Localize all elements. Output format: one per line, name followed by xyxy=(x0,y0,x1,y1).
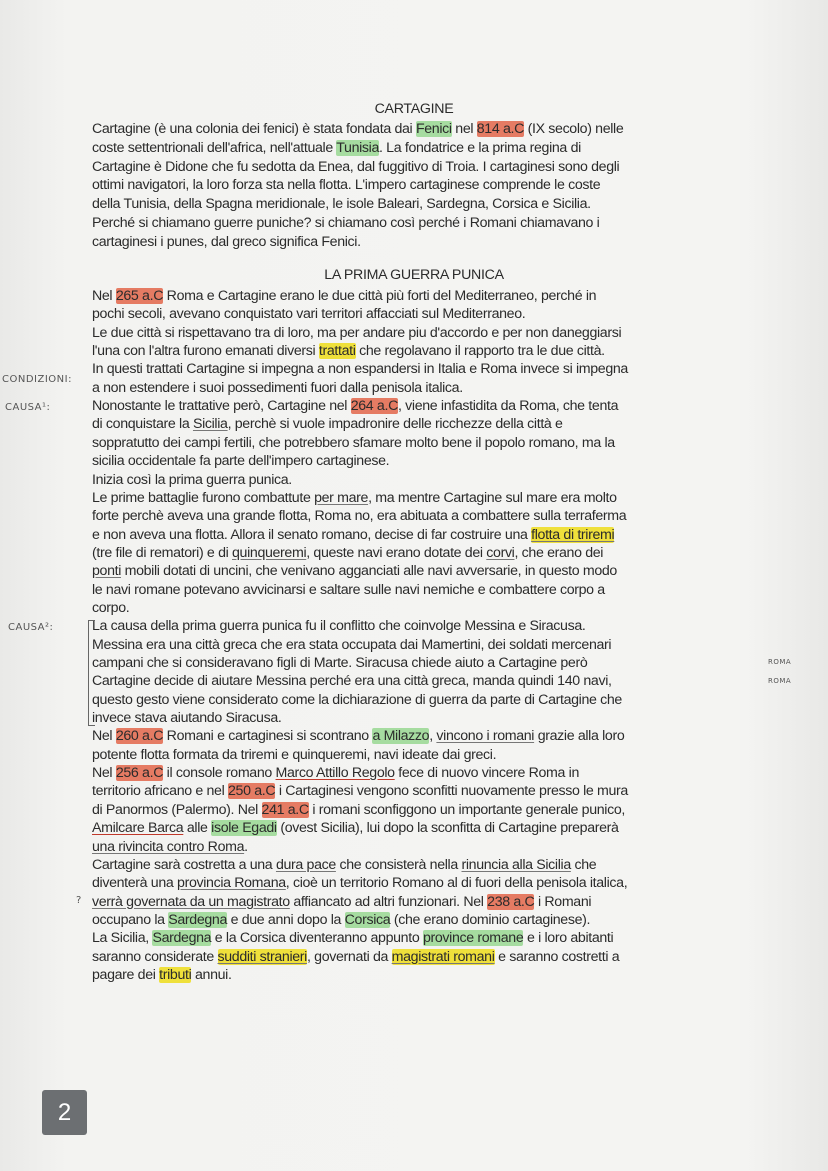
underlined-text: Marco Attillo Regolo xyxy=(275,765,395,782)
text-segment: Cartagine (è una colonia dei fenici) è stata fondata dai xyxy=(92,121,416,137)
underlined-text: rinuncia alla Sicilia xyxy=(461,856,571,873)
text-segment: pagare dei xyxy=(92,966,160,983)
text-line xyxy=(92,214,599,232)
text-line xyxy=(92,120,623,138)
highlighted-text: Fenici xyxy=(415,121,452,137)
text-line xyxy=(92,544,603,562)
text-line xyxy=(92,654,587,672)
margin-note-question: ? xyxy=(76,895,82,906)
text-segment: , queste navi erano dotate dei xyxy=(306,544,487,561)
text-segment: diventerà una xyxy=(92,875,178,892)
text-segment: (tre file di rematori) e di xyxy=(92,544,233,561)
text-line xyxy=(92,838,248,856)
underlined-text: per mare xyxy=(314,489,369,506)
text-line xyxy=(92,195,591,213)
text-segment: Nel xyxy=(92,728,116,745)
text-segment: a non estendere i suoi possedimenti fuori dalla penisola italica. xyxy=(92,379,463,396)
text-line xyxy=(92,434,615,452)
highlighted-text: 814 a.C xyxy=(476,121,525,137)
text-segment: , che erano dei xyxy=(514,544,604,561)
text-segment: Romani e cartaginesi si scontrano xyxy=(163,728,373,745)
text-segment: , viene infastidita da Roma, che tenta xyxy=(397,398,619,415)
text-segment: i Cartaginesi vengono sconfitti nuovamente presso le mura xyxy=(275,783,628,800)
text-line xyxy=(92,948,619,966)
text-line xyxy=(92,966,232,984)
text-segment: , cioè un territorio Romano al di fuori della penisola italica, xyxy=(285,875,628,892)
underlined-text: verrà governata da un magistrato xyxy=(92,893,290,910)
underlined-text: provincia Romana xyxy=(177,875,286,892)
text-line xyxy=(92,874,627,892)
text-line xyxy=(92,929,613,947)
text-segment: grazie alla loro xyxy=(534,728,625,745)
text-line xyxy=(92,764,579,782)
text-line xyxy=(92,856,596,874)
text-line xyxy=(92,379,463,397)
text-line xyxy=(92,562,617,580)
text-segment: e i loro abitanti xyxy=(523,930,614,947)
highlighted-text: 265 a.C xyxy=(115,288,164,304)
text-line xyxy=(92,471,292,489)
underlined-text: quinqueremi xyxy=(232,544,307,561)
text-segment: e due anni dopo la xyxy=(227,911,345,928)
highlighted-text: sudditi stranieri xyxy=(217,948,307,965)
document-title: CARTAGINE xyxy=(374,101,454,117)
text-segment: occupano la xyxy=(92,911,169,928)
text-segment: coste settentrionali dell'africa, nell'attuale xyxy=(92,139,337,156)
highlighted-text: Sardegna xyxy=(168,911,227,928)
highlighted-text: trattati xyxy=(318,343,356,360)
text-segment: campani che si consideravano figli di Marte. Siracusa chiede aiuto a Cartagine però xyxy=(92,655,588,671)
highlighted-text: isole Egadi xyxy=(211,820,277,837)
text-segment: Cartagine decide di aiutare Messina perché era una città greca, manda quindi 140 navi, xyxy=(92,673,612,690)
text-segment: Cartagine è Didone che fu sedotta da Enea, dal fuggitivo di Troia. I cartaginesi sono degli xyxy=(92,158,620,175)
text-segment: affiancato ad altri funzionari. Nel xyxy=(289,893,488,910)
text-segment: annui. xyxy=(191,966,232,983)
text-line xyxy=(92,489,617,507)
text-segment: , governati da xyxy=(306,948,392,965)
text-segment: pochi secoli, avevano conquistato vari territori affacciati sul Mediterraneo. xyxy=(92,306,526,323)
text-segment: saranno considerate xyxy=(92,948,218,965)
text-line xyxy=(92,526,614,544)
text-line xyxy=(92,360,628,378)
text-segment: cartaginesi i punes, dal greco significa Fenici. xyxy=(92,233,361,250)
text-segment: le navi romane potevano avvicinarsi e saltare sulle navi nemiche e combattere corpo a xyxy=(92,581,605,598)
text-segment: In questi trattati Cartagine si impegna a non espandersi in Italia e Roma invece si impegna xyxy=(92,361,628,378)
text-segment: fece di nuovo vincere Roma in xyxy=(394,765,579,782)
highlighted-text: Sardegna xyxy=(152,930,212,947)
text-segment: (che erano dominio cartaginese). xyxy=(390,911,591,928)
margin-note-roma: ROMA xyxy=(768,658,792,666)
text-segment: e non aveva una flotta. Allora il senato romano, decise di far costruire una xyxy=(92,526,532,543)
text-segment: Nel xyxy=(92,765,116,782)
text-segment: invece stava aiutando Siracusa. xyxy=(92,710,282,727)
text-segment: forte perchè aveva una grande flotta, Roma no, era abituata a combattere sulla terraferma xyxy=(92,508,627,525)
text-line xyxy=(92,893,591,911)
text-segment: corpo. xyxy=(92,599,130,616)
text-segment: soppratutto dei campi fertili, che potrebbero sfamare molto bene il popolo romano, ma la xyxy=(92,434,615,451)
underlined-text: una rivincita contro Roma xyxy=(92,838,245,855)
text-segment: , perchè si vuole impadronire delle ricchezze della città e xyxy=(227,416,563,433)
section-title: LA PRIMA GUERRA PUNICA xyxy=(324,267,504,283)
highlighted-text: Corsica xyxy=(344,911,391,928)
underlined-text: corvi xyxy=(486,544,515,561)
underlined-text: dura pace xyxy=(275,856,336,873)
margin-note-causa1: CAUSA¹: xyxy=(5,402,51,413)
text-segment: territorio africano e nel xyxy=(92,783,228,800)
highlighted-text: 260 a.C xyxy=(115,728,164,745)
text-segment: ottimi navigatori, la loro forza sta nella flotta. L'impero cartaginese comprende le coste xyxy=(92,177,601,194)
text-segment: La causa della prima guerra punica fu il conflitto che coinvolge Messina e Siracusa. xyxy=(92,618,586,635)
text-segment: sicilia occidentale fa parte dell'impero cartaginese. xyxy=(92,453,390,470)
text-segment: che regolavano il rapporto tra le due città. xyxy=(355,343,605,360)
margin-note-causa2: CAUSA²: xyxy=(8,622,54,633)
text-segment: alle xyxy=(183,820,212,837)
text-segment: (ovest Sicilia), lui dopo la sconfitta di Cartagine preparerà xyxy=(276,820,619,837)
text-segment: i romani sconfiggono un importante generale punico, xyxy=(308,801,625,818)
text-segment: (IX secolo) nelle xyxy=(524,121,624,137)
text-segment: La Sicilia, xyxy=(92,930,153,947)
underlined-text: vincono i romani xyxy=(436,728,535,745)
highlighted-text: Tunisia xyxy=(336,139,379,156)
text-line xyxy=(92,415,563,433)
text-segment: questo gesto viene considerato come la dichiarazione di guerra da parte di Cartagine che xyxy=(92,691,622,708)
underlined-text: Amilcare Barca xyxy=(92,820,184,837)
text-line xyxy=(92,617,585,635)
highlighted-text: tributi xyxy=(159,966,192,983)
text-line xyxy=(92,636,611,654)
text-line xyxy=(92,727,624,745)
text-line xyxy=(92,691,622,709)
text-line xyxy=(92,342,605,360)
text-line xyxy=(92,581,605,599)
text-line xyxy=(92,507,626,525)
text-line xyxy=(92,176,600,194)
handwritten-bracket xyxy=(88,620,95,726)
text-line xyxy=(92,158,619,176)
text-segment: Nonostante le trattative però, Cartagine nel xyxy=(92,398,351,415)
text-segment: Le prime battaglie furono combattute xyxy=(92,489,315,506)
highlighted-text: 256 a.C xyxy=(115,765,164,782)
highlighted-text: 238 a.C xyxy=(487,893,535,910)
text-segment: Messina era una città greca che era stata occupata dai Mamertini, dei soldati mercenari xyxy=(92,636,612,653)
text-segment: l'una con l'altra furono emanati diversi xyxy=(92,343,319,360)
highlighted-text: magistrati romani xyxy=(391,948,495,965)
text-segment: mobili dotati di uncini, che venivano agganciati alle navi avversarie, in questo modo xyxy=(121,563,617,580)
text-line xyxy=(92,819,619,837)
text-line xyxy=(92,782,628,800)
text-segment: di Panormos (Palermo). Nel xyxy=(92,801,262,818)
highlighted-text: 250 a.C xyxy=(228,783,276,800)
page-number-badge: 2 xyxy=(42,1090,87,1135)
text-segment: il console romano xyxy=(163,765,276,782)
text-line xyxy=(92,911,590,929)
highlighted-text: a Milazzo xyxy=(372,728,430,745)
margin-note-condizioni: CONDIZIONI: xyxy=(2,374,72,385)
text-segment: , xyxy=(429,728,437,745)
text-segment: Perché si chiamano guerre puniche? si chiamano così perché i Romani chiamavano i xyxy=(92,215,600,231)
text-line xyxy=(92,672,612,690)
margin-note-roma: ROMA xyxy=(768,677,792,685)
text-segment: che xyxy=(570,856,597,873)
text-segment: della Tunisia, della Spagna meridionale, le isole Baleari, Sardegna, Corsica e Sicilia. xyxy=(92,196,591,213)
text-line xyxy=(92,599,129,617)
text-line xyxy=(92,397,618,415)
underlined-text: Sicilia xyxy=(192,416,228,433)
text-line xyxy=(92,287,596,305)
text-segment: Le due città si rispettavano tra di loro, ma per andare piu d'accordo e per non daneggiarsi xyxy=(92,324,622,341)
text-segment: Nel xyxy=(92,288,116,304)
text-segment: e saranno costretti a xyxy=(494,948,620,965)
text-segment: . xyxy=(244,838,248,855)
text-line xyxy=(92,305,525,323)
text-line xyxy=(92,324,621,342)
highlighted-text: 241 a.C xyxy=(261,801,309,818)
text-segment: Cartagine sarà costretta a una xyxy=(92,856,276,873)
text-segment: nel xyxy=(451,121,477,137)
text-line xyxy=(92,709,281,727)
text-segment: che consisterà nella xyxy=(335,856,462,873)
text-line xyxy=(92,746,496,764)
underlined-text: ponti xyxy=(92,563,122,580)
text-segment: Inizia così la prima guerra punica. xyxy=(92,471,292,488)
text-segment: potente flotta formata da triremi e quinqueremi, navi ideate dai greci. xyxy=(92,746,497,763)
text-segment: e la Corsica diventeranno appunto xyxy=(211,930,423,947)
highlighted-text: flotta di triremi xyxy=(531,526,615,543)
highlighted-text: province romane xyxy=(422,930,524,947)
text-line xyxy=(92,139,581,157)
highlighted-text: 264 a.C xyxy=(350,398,398,415)
text-segment: di conquistare la xyxy=(92,416,193,433)
text-line xyxy=(92,233,361,251)
text-segment: . La fondatrice e la prima regina di xyxy=(379,139,581,156)
text-segment: Roma e Cartagine erano le due città più forti del Mediterraneo, perché in xyxy=(163,288,597,304)
text-line xyxy=(92,452,389,470)
text-line xyxy=(92,801,625,819)
text-segment: , ma mentre Cartagine sul mare era molto xyxy=(368,489,617,506)
text-segment: i Romani xyxy=(534,893,592,910)
